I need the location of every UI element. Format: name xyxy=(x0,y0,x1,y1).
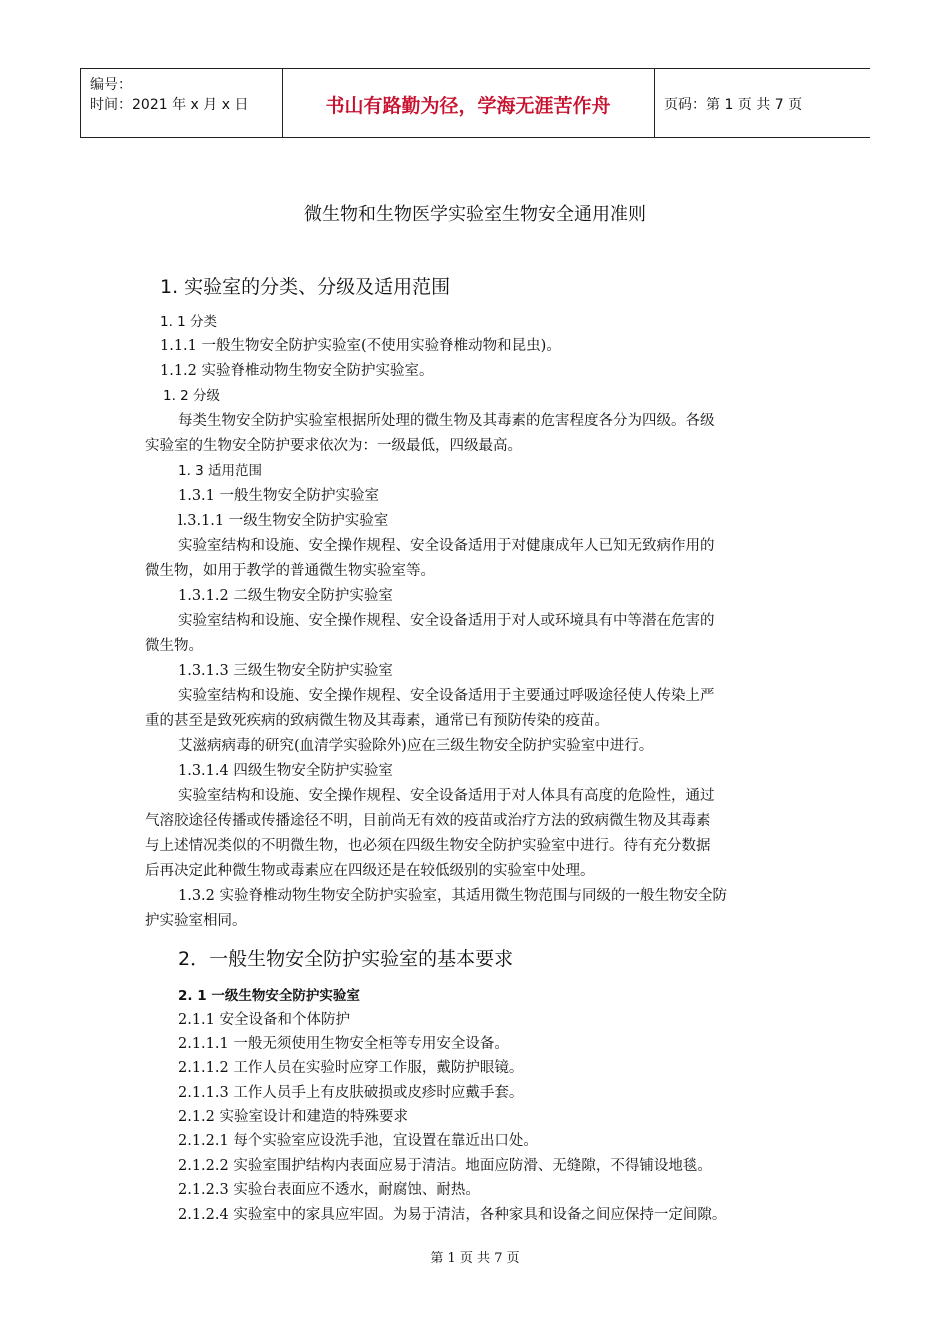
item-2-1-2-4: 2.1.2.4 实验室中的家具应牢固。为易于清洁，各种家具和设备之间应保持一定间隙。 xyxy=(178,1207,727,1223)
paragraph-line: 气溶胶途径传播或传播途径不明，目前尚无有效的疫苗或治疗方法的致病微生物及其毒素 xyxy=(145,813,711,829)
item-2-1-2-3: 2.1.2.3 实验台表面应不透水，耐腐蚀、耐热。 xyxy=(178,1182,480,1198)
paragraph-line: 重的甚至是致死疾病的致病微生物及其毒素，通常已有预防传染的疫苗。 xyxy=(145,713,609,729)
header-divider xyxy=(654,69,655,137)
paragraph-line: 实验室结构和设施、安全操作规程、安全设备适用于对健康成年人已知无致病作用的 xyxy=(178,538,715,554)
item-2-1-2: 2.1.2 实验室设计和建造的特殊要求 xyxy=(178,1109,409,1125)
number-label: 编号： xyxy=(90,77,132,93)
item-2-1-1-2: 2.1.1.2 工作人员在实验时应穿工作服，戴防护眼镜。 xyxy=(178,1060,524,1076)
header-table xyxy=(80,68,870,138)
item-1-3-1: 1.3.1 一般生物安全防护实验室 xyxy=(178,488,380,504)
page-footer: 第 1 页 共 7 页 xyxy=(430,1251,520,1266)
subheading-1-3: 1. 3 适用范围 xyxy=(178,463,263,479)
paragraph-line: 实验室结构和设施、安全操作规程、安全设备适用于对人或环境具有中等潜在危害的 xyxy=(178,613,715,629)
section-2-heading: 2．一般生物安全防护实验室的基本要求 xyxy=(178,948,514,970)
item-1-1-1: 1.1.1 一般生物安全防护实验室(不使用实验脊椎动物和昆虫)。 xyxy=(160,338,561,354)
paragraph-line: 1.3.2 实验脊椎动物生物安全防护实验室，其适用微生物范围与同级的一般生物安全防 xyxy=(178,888,728,904)
item-1-3-1-3: 1.3.1.3 三级生物安全防护实验室 xyxy=(178,663,393,679)
subheading-1-1: 1. 1 分类 xyxy=(160,314,218,330)
paragraph-line: 实验室结构和设施、安全操作规程、安全设备适用于对人体具有高度的危险性，通过 xyxy=(178,788,715,804)
item-2-1-1-1: 2.1.1.1 一般无须使用生物安全柜等专用安全设备。 xyxy=(178,1036,509,1052)
header-motto: 书山有路勤为径，学海无涯苦作舟 xyxy=(325,95,611,117)
paragraph-line: 后再决定此种微生物或毒素应在四级还是在较低级别的实验室中处理。 xyxy=(145,863,595,879)
item-2-1-1: 2.1.1 安全设备和个体防护 xyxy=(178,1012,351,1028)
header-page-info: 页码：第 1 页 共 7 页 xyxy=(664,97,803,113)
document-title: 微生物和生物医学实验室生物安全通用准则 xyxy=(304,204,646,225)
paragraph-line: 微生物。 xyxy=(145,638,203,654)
item-1-3-1-2: 1.3.1.2 二级生物安全防护实验室 xyxy=(178,588,393,604)
item-2-1-1-3: 2.1.1.3 工作人员手上有皮肤破损或皮疹时应戴手套。 xyxy=(178,1085,524,1101)
paragraph-line: 护实验室相同。 xyxy=(145,913,247,929)
item-1-3-1-4: 1.3.1.4 四级生物安全防护实验室 xyxy=(178,763,393,779)
item-2-1-2-2: 2.1.2.2 实验室围护结构内表面应易于清洁。地面应防滑、无缝隙，不得铺设地毯。 xyxy=(178,1158,712,1174)
subheading-2-1: 2. 1 一级生物安全防护实验室 xyxy=(178,988,360,1004)
header-meta xyxy=(90,75,248,115)
item-1-3-1-1: l.3.1.1 一级生物安全防护实验室 xyxy=(178,513,389,529)
paragraph-line: 实验室的生物安全防护要求依次为：一级最低，四级最高。 xyxy=(145,438,522,454)
paragraph-line: 实验室结构和设施、安全操作规程、安全设备适用于主要通过呼吸途径使人传染上严 xyxy=(178,688,715,704)
paragraph-line: 每类生物安全防护实验室根据所处理的微生物及其毒素的危害程度各分为四级。各级 xyxy=(178,413,715,429)
header-divider xyxy=(80,69,81,137)
paragraph-line: 微生物，如用于教学的普通微生物实验室等。 xyxy=(145,563,435,579)
section-1-heading: 1. 实验室的分类、分级及适用范围 xyxy=(160,276,451,298)
paragraph-line: 与上述情况类似的不明微生物，也必须在四级生物安全防护实验室中进行。待有充分数据 xyxy=(145,838,711,854)
item-1-1-2: 1.1.2 实验脊椎动物生物安全防护实验室。 xyxy=(160,363,434,379)
subheading-1-2: 1. 2 分级 xyxy=(163,388,221,404)
item-2-1-2-1: 2.1.2.1 每个实验室应设洗手池，宜设置在靠近出口处。 xyxy=(178,1133,538,1149)
paragraph-line: 艾滋病病毒的研究(血清学实验除外)应在三级生物安全防护实验室中进行。 xyxy=(178,738,654,754)
time-label: 时间：2021 年 x 月 x 日 xyxy=(90,97,249,113)
